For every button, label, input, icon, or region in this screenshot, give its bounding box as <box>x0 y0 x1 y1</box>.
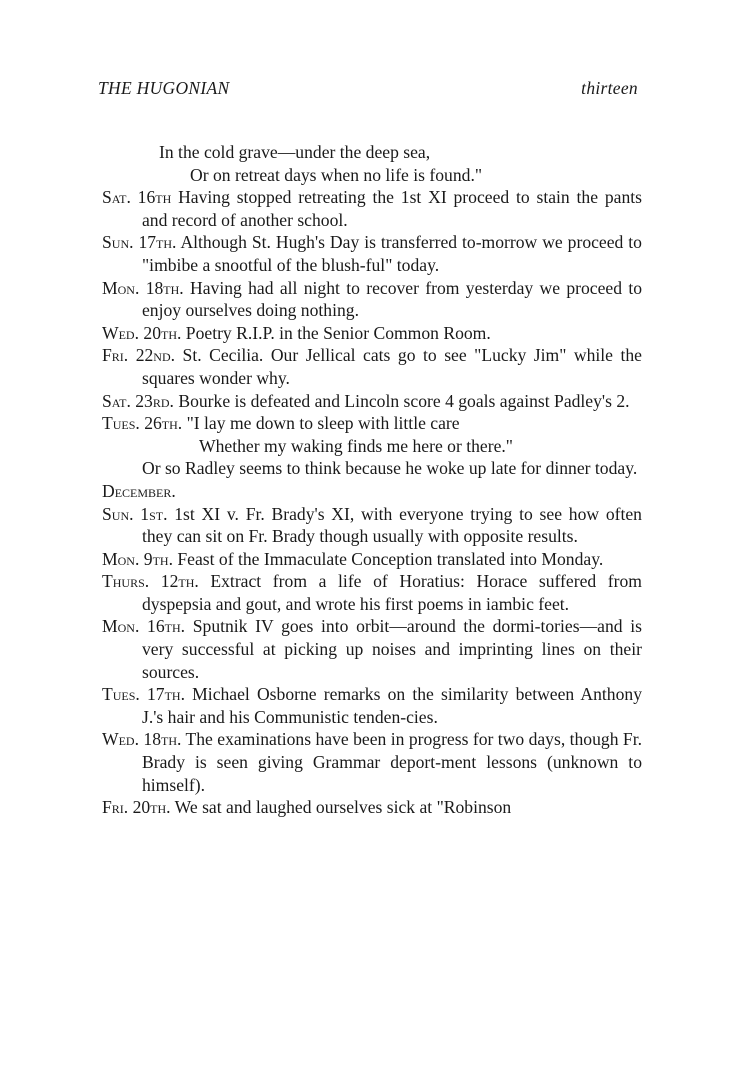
diary-entry <box>102 344 642 389</box>
diary-entry <box>102 186 642 231</box>
entry-text: Poetry R.I.P. in the Senior Common Room. <box>185 322 491 343</box>
entry-text: Bourke is defeated and Lincoln score 4 goals against Padley's 2. <box>178 390 630 411</box>
diary-entry <box>102 503 642 548</box>
diary-entry <box>102 683 642 728</box>
entry-text: Having had all night to recover from yesterday we proceed to enjoy ourselves doing nothing. <box>142 277 643 321</box>
diary-entry <box>102 796 642 819</box>
diary-text <box>102 141 642 819</box>
diary-entry <box>102 615 642 683</box>
entry-text: St. Cecilia. Our Jellical cats go to see "Lucky Jim" while the squares wonder why. <box>142 345 642 388</box>
entry-date: Wed. 20th. <box>102 322 182 343</box>
running-head <box>98 78 638 102</box>
entry-text: Although St. Hugh's Day is transferred to-morrow we proceed to "imbibe a snootful of the blush-ful" today. <box>142 232 642 275</box>
entry-text: We sat and laughed ourselves sick at "Robinson <box>174 797 512 818</box>
entry-text: Having stopped retreating the 1st XI proceed to stain the pants and record of another school. <box>142 187 642 230</box>
entry-date: Sun. 17th. <box>102 232 177 253</box>
diary-entry <box>102 728 642 796</box>
diary-entry <box>102 277 642 322</box>
diary-entry <box>102 570 642 615</box>
entry-text: Feast of the Immaculate Conception translated into Monday. <box>177 548 604 569</box>
quote-line: In the cold grave—under the deep sea, <box>159 142 431 162</box>
entry-date: Mon. 18th. <box>102 277 184 298</box>
diary-entry <box>102 231 642 276</box>
entry-date: Mon. 16th. <box>102 616 186 637</box>
entry-text-after: Or so Radley seems to think because he woke up late for dinner today. <box>142 458 638 479</box>
diary-entry <box>102 322 642 345</box>
entry-date: Tues. 17th. <box>102 684 185 705</box>
entry-text: Sputnik IV goes into orbit—around the dormi-tories—and is very successful at picking up noises and imprinting lines on their sources. <box>142 616 642 682</box>
entry-date: Sat. 16th <box>102 187 172 208</box>
entry-date: Tues. 26th. <box>102 413 183 434</box>
entry-text: Extract from a life of Horatius: Horace suffered from dyspepsia and gout, and wrote his first poems in iambic feet. <box>142 571 642 614</box>
month-heading: December. <box>102 480 176 501</box>
entry-date: Mon. 9th. <box>102 548 173 569</box>
entry-date: Sun. 1st. <box>102 503 168 524</box>
quote-continuation: Whether my waking finds me here or there." <box>199 435 513 456</box>
entry-text: 1st XI v. Fr. Brady's XI, with everyone trying to see how often they can sit on Fr. Brady though usually with opposite results. <box>142 503 642 547</box>
entry-text: "I lay me down to sleep with little care <box>186 413 460 434</box>
entry-date: Sat. 23rd. <box>102 390 174 411</box>
diary-entry <box>102 390 642 413</box>
page-number: thirteen <box>581 78 638 98</box>
entry-date: Wed. 18th. <box>102 729 182 750</box>
entry-date: Fri. 20th. <box>102 797 171 818</box>
diary-entry <box>102 548 642 571</box>
entry-text: Michael Osborne remarks on the similarity between Anthony J.'s hair and his Communistic tenden-cies. <box>142 684 642 727</box>
diary-entry <box>102 412 642 480</box>
entry-date: Fri. 22nd. <box>102 345 176 366</box>
entry-text: The examinations have been in progress for two days, though Fr. Brady is seen giving Grammar deport-ment lessons (unknown to himself). <box>142 729 642 795</box>
publication-title: THE HUGONIAN <box>98 78 230 98</box>
quote-line: Or on retreat days when no life is found." <box>190 164 483 185</box>
entry-date: Thurs. 12th. <box>102 571 199 592</box>
